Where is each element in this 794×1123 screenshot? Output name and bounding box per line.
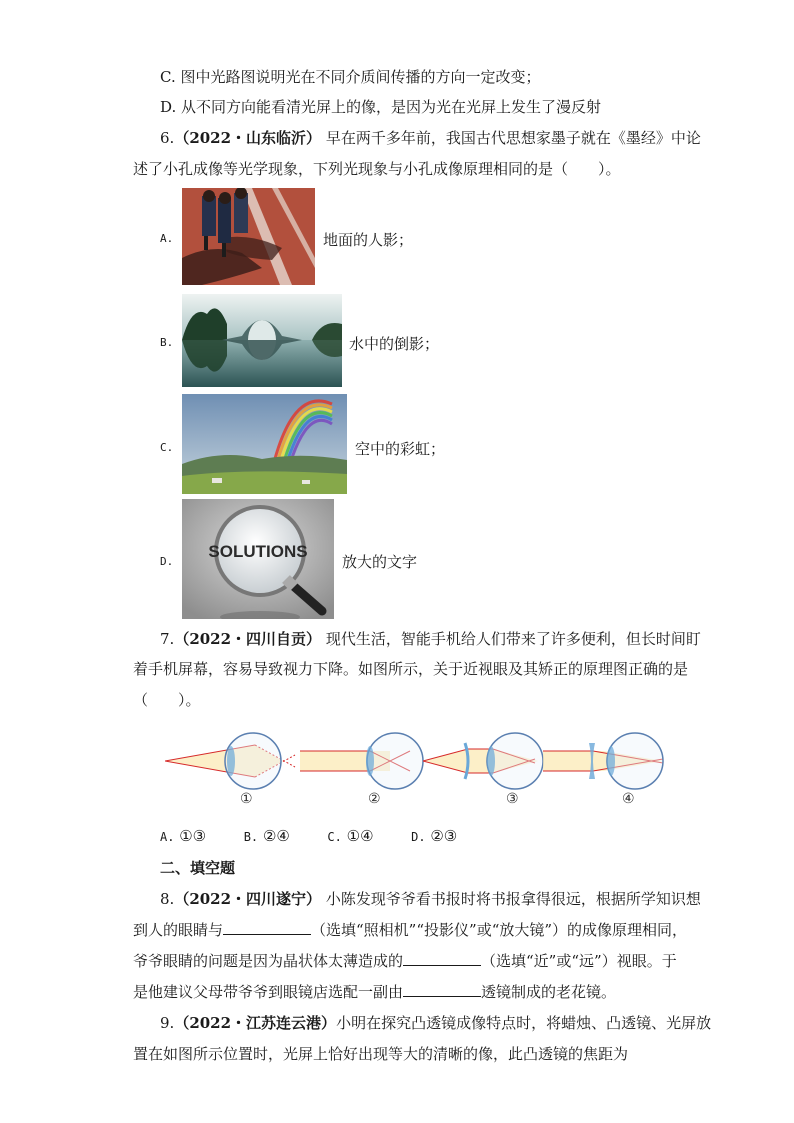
q8-number: 8. [160, 890, 175, 908]
eye-label-3: ③ [506, 791, 519, 807]
q8-line2 [133, 920, 687, 940]
q7-option-a-letter: A. [160, 830, 175, 844]
q5-option-d: D. 从不同方向能看清光屏上的像，是因为光在光屏上发生了漫反射 [160, 98, 602, 116]
q6-option-b-text: 水中的倒影； [349, 335, 440, 353]
q8-text: 小陈发现爷爷看书报时将书报拿得很远，根据所学知识想 [325, 890, 701, 908]
q8-line2-end: （选填“照相机”“投影仪”或“放大镜”）的成像原理相同， [311, 921, 688, 939]
q6-option-d-letter: D. [160, 555, 174, 568]
section-title-fill-in: 二、填空题 [160, 859, 236, 877]
q7-line3: （ ）。 [133, 691, 201, 709]
q5-option-c: C. 图中光路图说明光在不同介质间传播的方向一定改变； [160, 68, 541, 86]
q8-source: （2022・四川遂宁） [174, 890, 322, 908]
q9-source: （2022・江苏连云港） [174, 1014, 337, 1032]
eye-label-4: ④ [622, 791, 635, 807]
q9-line2: 置在如图所示位置时，光屏上恰好出现等大的清晰的像，此凸透镜的焦距为 [133, 1045, 629, 1063]
eye-diagram-3 [423, 733, 543, 789]
q7-line1 [160, 629, 701, 649]
q7-option-c-text: ①④ [346, 827, 374, 845]
q6-option-a-text: 地面的人影； [323, 231, 414, 249]
q9-text: 小明在探究凸透镜成像特点时，将蜡烛、凸透镜、光屏放 [336, 1014, 712, 1032]
q7-options [160, 826, 457, 847]
q7-line2: 着手机屏幕，容易导致视力下降。如图所示，关于近视眼及其矫正的原理图正确的是 [133, 660, 689, 678]
eye-diagram-4 [543, 733, 663, 789]
q7-text: 现代生活，智能手机给人们带来了许多便利，但长时间盯 [325, 630, 701, 648]
q7-option-b-letter: B. [243, 830, 259, 844]
q7-option-b-text: ②④ [262, 827, 290, 845]
q6-option-a-letter: A. [160, 232, 174, 245]
q6-option-c-text: 空中的彩虹； [355, 440, 446, 458]
q9-number: 9. [160, 1014, 175, 1032]
magnifier-word: SOLUTIONS [208, 542, 308, 561]
q7-option-a-text: ①③ [179, 827, 207, 845]
q6-option-b-letter: B. [160, 336, 174, 349]
q8-line1 [160, 889, 701, 909]
q8-line3-end: （选填“近”或“远”）视眼。于 [481, 952, 677, 970]
q6-source: （2022・山东临沂） [174, 129, 322, 147]
q7-option-d-text: ②③ [430, 827, 458, 845]
eye-diagrams [165, 725, 665, 795]
eye-diagram-1 [165, 733, 295, 789]
q6-text: 早在两千多年前，我国古代思想家墨子就在《墨经》中论 [325, 129, 701, 147]
q8-line4 [133, 982, 616, 1002]
q7-source: （2022・四川自贡） [174, 630, 322, 648]
q7-number: 7. [160, 630, 175, 648]
q8-line2-start: 到人的眼睛与 [133, 921, 224, 939]
q9-line1 [160, 1013, 711, 1033]
bridge-reflection-photo [182, 294, 342, 387]
eye-label-1: ① [240, 791, 253, 807]
q8-line3 [133, 951, 677, 971]
q8-blank-1[interactable] [223, 920, 311, 935]
q8-blank-2[interactable] [403, 951, 481, 966]
q8-blank-3[interactable] [403, 982, 481, 997]
q6-option-c-letter: C. [160, 441, 174, 454]
eye-diagram-2 [300, 733, 423, 789]
q6-number: 6. [160, 129, 175, 147]
magnifier-photo [182, 499, 334, 619]
q7-option-c-letter: C. [327, 830, 342, 844]
q8-line4-start: 是他建议父母带爷爷到眼镜店选配一副由 [133, 983, 404, 1001]
q6-line1 [160, 128, 701, 148]
eye-label-2: ② [368, 791, 381, 807]
q8-line3-start: 爷爷眼睛的问题是因为晶状体太薄造成的 [133, 952, 404, 970]
shadow-photo [182, 188, 315, 285]
q6-option-d-text: 放大的文字 [342, 553, 418, 571]
rainbow-photo [182, 394, 347, 494]
q8-line4-end: 透镜制成的老花镜。 [481, 983, 617, 1001]
q7-option-d-letter: D. [411, 830, 426, 844]
q6-line2: 述了小孔成像等光学现象，下列光现象与小孔成像原理相同的是（ ）。 [133, 160, 621, 178]
